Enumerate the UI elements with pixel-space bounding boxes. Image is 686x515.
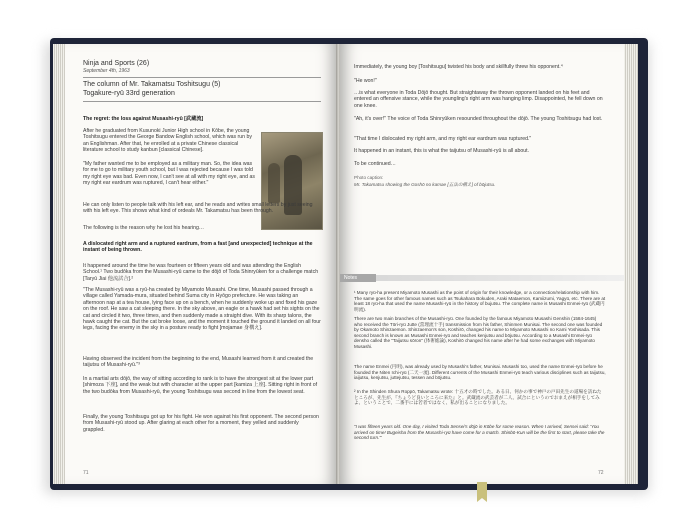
paragraph: It happened around the time he was fourteen or fifteen years old and was attending the English School.¹ Two budōka from the Musashi-ryū came to the dōjō of Toda Shinryūken for a challenge match [Taryū Jiai 他流試合].² bbox=[83, 263, 319, 282]
chapter-title: Ninja and Sports (26) bbox=[83, 60, 150, 67]
footnote: There are two main branches of the Musashi-ryū. One founded by the famous Miyamoto Musashi Genshin (1584-1645) who received the Tōri-ryū Jutte (當理流十手) transmission from his father, Shinmen Munisai. The second one was founded by Okamoto Shinzaemon. Shinzaemon's son, Koshirō, changed his name to Miyamoto Musashi no Kami Yoshisada. This second branch is known as Musashi Enmei-ryū and teaches kenjutsu and bōjutsu. According to a Musashi Enmei-ryū densho called the "Taijutsu sōron" (体術総論), Koshirō changed his name after he had some exchanges with Miyamoto Musashi. bbox=[354, 316, 603, 349]
paragraph: "That time I dislocated my right arm, and my right ear eardrum was ruptured." bbox=[354, 136, 532, 142]
paragraph: After he graduated from Kusunoki Junior High school in Kōbe, the young Toshitsugu entered the George Bandow English school, which was run by an Englishman. After that, he enrolled at a private Chinese classical literature school to study kanbun [classical Chinese]. bbox=[83, 128, 252, 154]
page-number: 71 bbox=[83, 470, 89, 476]
paragraph: "Ah, it's over!" The voice of Toda Shinryūken resounded throughout the dōjō. The young Toshitsugu had lost. bbox=[354, 116, 603, 122]
paragraph: To be continued… bbox=[354, 161, 396, 167]
paragraph: The following is the reason why he lost his hearing… bbox=[83, 225, 205, 231]
paragraph: It happened in an instant, this is what the taijutsu of Musashi-ryū is all about. bbox=[354, 148, 530, 154]
right-page bbox=[340, 44, 624, 484]
paragraph: …is what everyone in Toda Dōjō thought. But straightaway the thrown opponent landed on his feet and entered an offensive stance, while the youngling's right arm was hanging limp. Disappointed, he fell down on one knee. bbox=[354, 90, 603, 109]
section-title-regret: The regret: the loss against Musashi-ryū [武蔵流] bbox=[83, 116, 204, 122]
footnote: "I was fifteen years old. One day, I visited Toda Sensei's dōjō in Kōbe for some reason. When I arrived, Sensei said: 'You arrived on time! Bugeisha from the Musashi-ryū have come for a match. Shinbō-Kun will be the first to start, please take the second turn.'" bbox=[354, 424, 605, 441]
page-edges-right bbox=[624, 44, 638, 484]
paragraph: He can only listen to people talk with his left ear, and he reads and writes small letters by just seeing with his left eye. This shows what kind of ordeals Mr. Takamatsu has been through. bbox=[83, 202, 313, 215]
paragraph: "My father wanted me to be employed as a military man. So, the idea was for me to go to military youth school, but I was rejected because I was told my right eye was bad. Even now, I can't see at all with my right eye, and as my right ear eardrum was ruptured, I can't hear either." bbox=[83, 161, 255, 187]
takamatsu-photo bbox=[261, 132, 323, 230]
title-rule-bottom bbox=[83, 101, 321, 102]
paragraph: Finally, the young Toshitsugu got up for his fight. He won against his first opponent. The second person from Musashi-ryū stood up. After glaring at each other for a moment, they yelled and suddenly grappled. bbox=[83, 414, 319, 433]
footnote: ¹ Many ryū-ha present Miyamoto Musashi as the point of origin for their knowledge, or a connection/relationship with him. The same goes for other famous names such as Tsukahara Bokuden, Araki Mataemon, Kamiizumi, Yagyū, etc. There are at least 18 ryū-ha that used the name Musashi-ryū in the history of bujutsu. The complete name is Musashi Enmei-ryū (武蔵円明流). bbox=[354, 290, 606, 312]
paragraph: In a martial arts dōjō, the way of sitting according to rank is to have the strongest sit at the lower part [shimoza 下座], and the weak but with character at the upper part [kamiza 上座]. Sitting right in front of the two budōka from Musashi-ryū, the young Toshitsugu was second in line from the lowest seat. bbox=[83, 376, 318, 395]
page-edges-left bbox=[53, 44, 65, 484]
paragraph: "He won!" bbox=[354, 78, 377, 84]
column-subtitle: Togakure-ryū 33rd generation bbox=[83, 90, 175, 97]
notes-label: Notes bbox=[340, 274, 376, 282]
bookmark-ribbon bbox=[477, 482, 487, 502]
title-rule-top bbox=[83, 77, 321, 78]
footnote: ² In the Shinden Shura Roppō, Takamatsu wrote: 十五才の時でした。ある日、何かの事で神戸の戸田先生の道場を訪ねたところが、先生が、『ちょうど良いところに来た』と。武蔵流の武芸者が二人、試合にというのでおまえが相手をしてみよ、ということで、二番手には若者ではなく、私が出ることになりました。 bbox=[354, 389, 602, 406]
left-page bbox=[65, 44, 337, 484]
photo-caption: Mr. Takamatsu showing the Goshō no kamae [五法の構え] of bōjutsu. bbox=[354, 182, 496, 187]
paragraph: "The Musashi-ryū was a ryū-ha created by Miyamoto Musashi. One time, Musashi passed through a village called Yamada-mura, situated behind Suma city in Hyōgo prefecture. He was taking an afternoon nap at a tea house, lying face up on a bench, when he suddenly woke up and fixed his gaze on the roof. He saw a cat sleeping there. In the sky above, an eagle or a hawk had set his sights on the cat and circled it two, three times, and then suddenly made a straight dive. With its sharp talons, the hawk caught the cat. But the cat broke loose, and the moment it touched the ground it landed on all four legs, facing the enemy in the sky in a posture ready to fight [mojamae 身構え]. bbox=[83, 287, 321, 332]
notes-divider bbox=[340, 275, 624, 281]
chapter-date: September 4th, 1963 bbox=[83, 68, 130, 74]
paragraph: Having observed the incident from the beginning to the end, Musashi learned from it and created the taijutsu of Musashi-ryū."³ bbox=[83, 356, 314, 369]
page-number: 72 bbox=[598, 470, 604, 476]
photo-caption-label: Photo caption: bbox=[354, 175, 384, 180]
section-title-dislocated-arm: A dislocated right arm and a ruptured eardrum, from a fast [and unexpected] technique at the instant of being thrown. bbox=[83, 241, 313, 254]
column-title: The column of Mr. Takamatsu Toshitsugu (5) bbox=[83, 81, 221, 88]
photo-figure-secondary bbox=[268, 163, 280, 203]
paragraph: Immediately, the young boy [Toshitsugu] twisted his body and skillfully threw his opponent.⁴ bbox=[354, 64, 563, 70]
footnote: The name Enmei (円明), was already used by Musashi's father, Munisai. Musashi too, used the name Enmei-ryū before he founded the Niten Ichi-ryū (二天一流). Different currents of the Musashi Enmei-ryū teach various disciplines such as taijutsu, iaijutsu, kenjutsu, juttejutsu, tessen and bōjutsu. bbox=[354, 364, 606, 381]
